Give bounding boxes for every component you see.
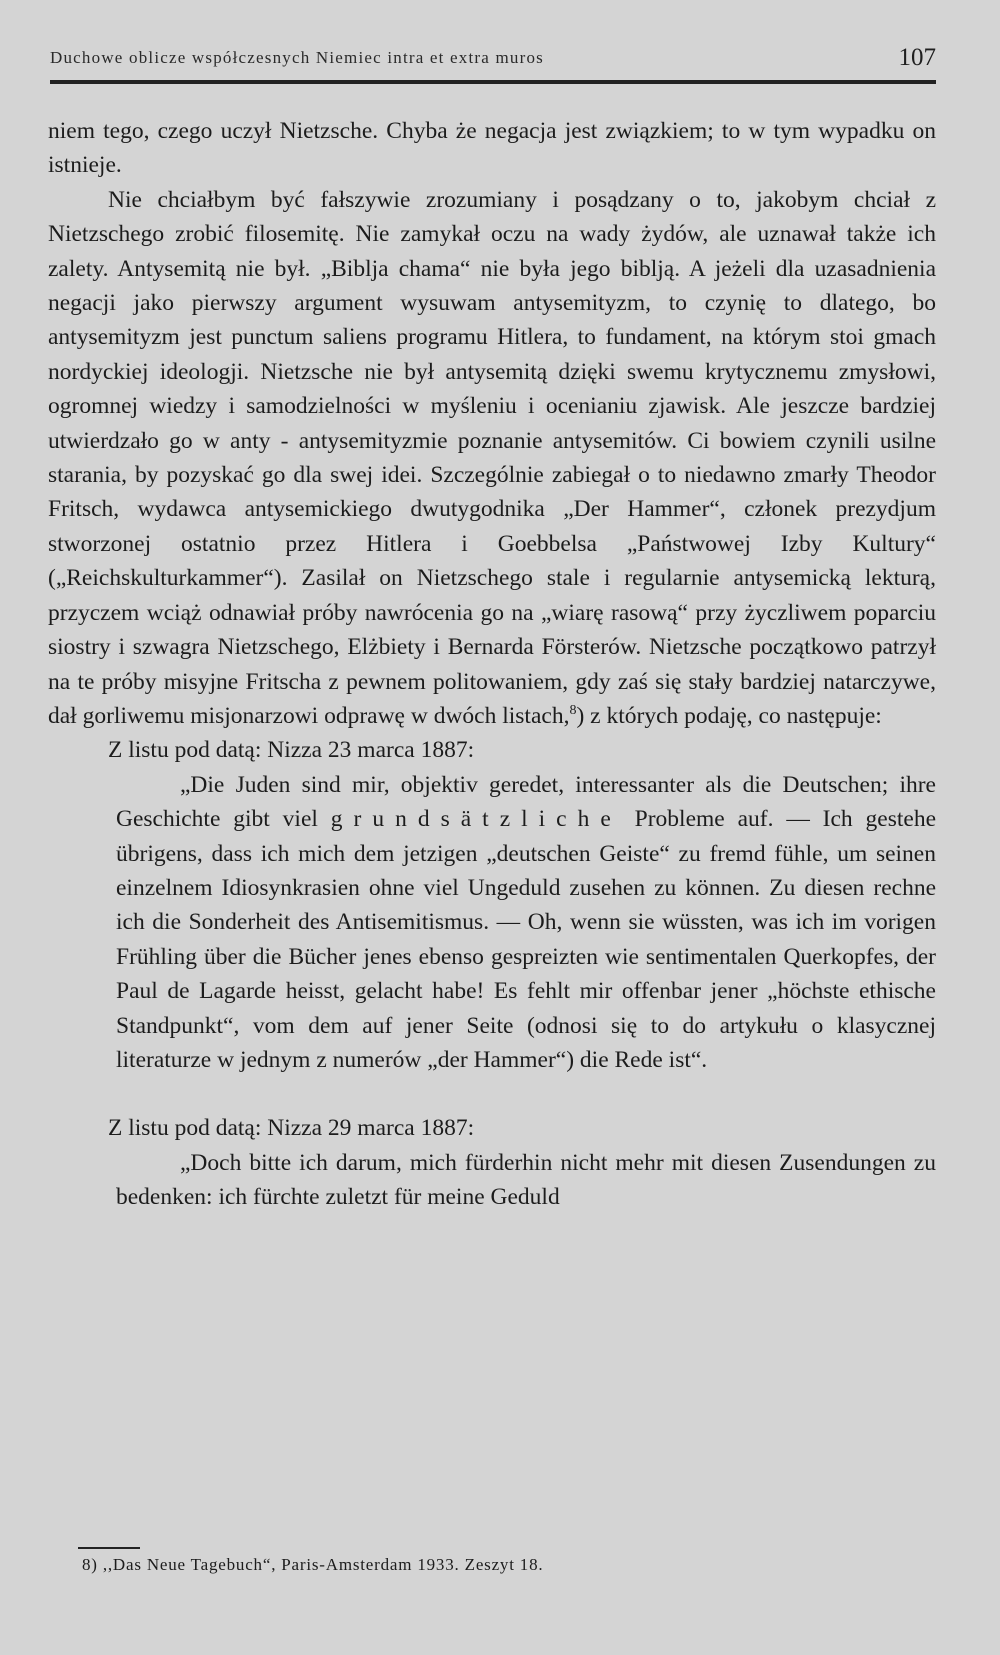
footnote-text: ,,Das Neue Tagebuch“, Paris-Amsterdam 1933. Zeszyt 18. (102, 1555, 544, 1574)
footnote-marker: 8) (82, 1555, 98, 1574)
header-rule (50, 80, 936, 84)
quote-1-spaced-word: grundsätzliche (330, 806, 622, 833)
page-number: 107 (898, 44, 936, 71)
letter-intro-1: Z listu pod datą: Nizza 23 marca 1887: (108, 737, 475, 764)
paragraph-gap (48, 1077, 936, 1111)
footnote (82, 1555, 543, 1575)
paragraph-main-text: Nie chciałbym być fałszywie zrozumiany i posądzany o to, jakobym chciał z Nietzschego zrobić filosemitę. Nie zamykał oczu na wady żydów, ale uznawał także ich zalety. Antysemitą nie był. „Biblja chama“ nie była jego biblją. A jeżeli dla uzasadnienia negacji jako pierwszy argument wysuwam antysemityzm, to czynię to dlatego, bo antysemityzm jest punctum saliens programu Hitlera, to fundament, na którym stoi gmach nordyckiej ideologji. Nietzsche nie był antysemitą dzięki swemu krytycznemu zmysłowi, ogromnej wiedzy i samodzielności w myśleniu i ocenianiu zjawisk. Ale jeszcze bardziej utwierdzało go w anty - antysemityzmie poznanie antysemitów. Ci bowiem czynili usilne starania, by pozyskać go dla swej idei. Szczególnie zabiegał o to niedawno zmarły Theodor Fritsch, wydawca antysemickiego dwutygodnika „Der Hammer“, członek prezydjum stworzonej ostatnio przez Hitlera i Goebbelsa „Państwowej Izby Kultury“ („Reichskulturkammer“). Zasilał on Nietzschego stale i regularnie antysemicką lekturą, przyczem wciąż odnawiał próby nawrócenia go na „wiarę rasową“ przy życzliwem poparciu siostry i szwagra Nietzschego, Elżbiety i Bernarda Försterów. Nietzsche początkowo patrzył na te próby misyjne Fritscha z pewnem politowaniem, gdy zaś się stały bardziej natarczywe, dał gorliwemu misjonarzowi odprawę w dwóch listach, (48, 186, 936, 729)
paragraph-continuation: niem tego, czego uczył Nietzsche. Chyba że negacja jest związkiem; to w tym wypadku on istnieje. (48, 118, 936, 179)
quote-letter-1 (116, 768, 936, 1078)
letter-intro-2: Z listu pod datą: Nizza 29 marca 1887: (108, 1115, 475, 1142)
quote-letter-2: „Doch bitte ich darum, mich fürderhin nicht mehr mit diesen Zusendungen zu bedenken: ich fürchte zuletzt für meine Geduld (116, 1149, 936, 1211)
paragraph-main (48, 183, 936, 734)
running-title: Duchowe oblicze współczesnych Niemiec intra et extra muros (50, 48, 544, 67)
footnote-reference: 8 (569, 703, 577, 719)
quote-1-part2: Probleme auf. — Ich gestehe übrigens, dass ich mich dem jetzigen „deutschen Geiste“ zu fremd fühle, um seinen einzelnem Idiosynkrasien ohne viel Ungeduld zusehen zu können. Zu diesen rechne ich die Sonderheit des Antisemitismus. — Oh, wenn sie wüssten, was ich im vorigen Frühling über die Bücher jenes ebenso gespreizten wie sentimentalen Querkopfes, der Paul de Lagarde heisst, gelacht habe! Es fehlt mir offenbar jener „höchste ethische Standpunkt“, vom dem auf jener Seite (odnosi się to do artykułu o klasycznej literaturze w jednym z numerów „der Hammer“) die Rede ist“. (116, 806, 936, 1073)
paragraph-main-tail: ) z których podaję, co następuje: (576, 702, 882, 729)
page-header (50, 40, 936, 80)
footnote-rule (78, 1547, 140, 1549)
quote-1-part1: „Die Juden sind mir, objektiv geredet, interessanter als die Deutschen; ihre Geschichte gibt viel (116, 771, 936, 833)
body-text (48, 114, 936, 1215)
